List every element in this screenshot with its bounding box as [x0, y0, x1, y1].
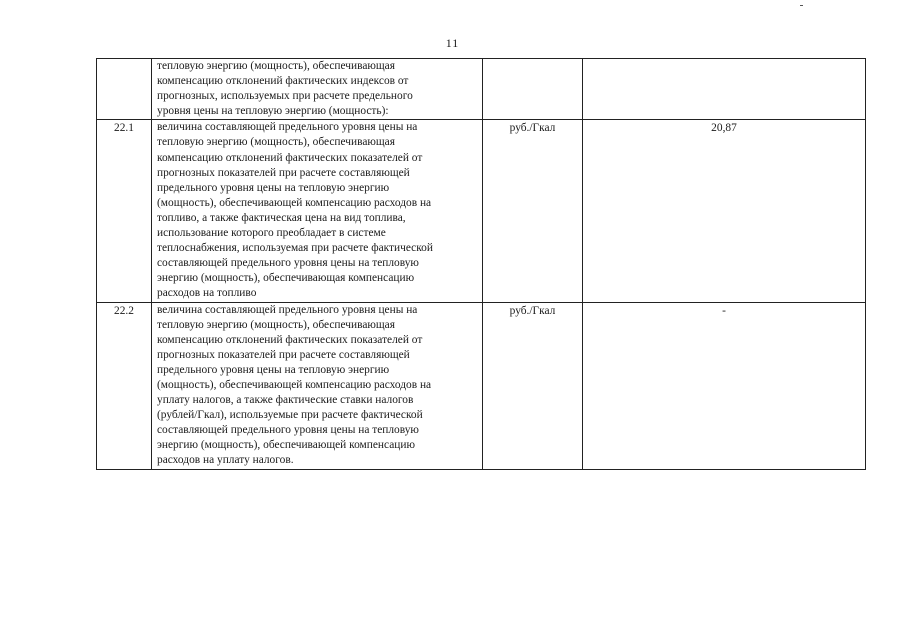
row-number: 22.2 — [114, 304, 134, 317]
description-line: предельного уровня цены на тепловую энергию — [157, 181, 390, 194]
description-cell — [152, 59, 483, 120]
row-number: 22.1 — [114, 122, 134, 135]
description-line: предельного уровня цены на тепловую энергию — [157, 363, 390, 376]
unit-cell — [483, 302, 583, 469]
description-line: (рублей/Гкал), используемые при расчете фактической — [157, 409, 423, 422]
description-line: величина составляющей предельного уровня цены на — [157, 303, 418, 316]
description-line: тепловую энергию (мощность), обеспечивающая — [157, 60, 395, 72]
description-line: расходов на топливо — [157, 287, 257, 300]
description-cell — [152, 120, 483, 302]
description-line: уровня цены на тепловую энергию (мощность): — [157, 105, 389, 118]
table-row-22-2 — [97, 302, 866, 469]
description-line: прогнозных показателей при расчете составляющей — [157, 348, 410, 361]
value-text — [583, 59, 865, 60]
unit-text — [483, 59, 582, 60]
description-text — [152, 59, 482, 119]
value-cell — [583, 302, 866, 469]
description-line: величина составляющей предельного уровня цены на — [157, 121, 418, 134]
description-line: энергию (мощность), обеспечивающей компенсацию — [157, 439, 415, 452]
table-row-22-1 — [97, 120, 866, 302]
value-cell — [583, 59, 866, 120]
value-text: - — [722, 304, 726, 317]
description-line: использование которого преобладает в системе — [157, 227, 386, 240]
scan-speck — [800, 5, 803, 6]
description-line: составляющей предельного уровня цены на тепловую — [157, 424, 419, 437]
table-row-continuation — [97, 59, 866, 120]
description-line: (мощность), обеспечивающей компенсацию расходов на — [157, 196, 432, 209]
unit-text: руб./Гкал — [509, 122, 556, 135]
description-text — [152, 303, 482, 469]
row-number — [97, 59, 151, 60]
description-text — [152, 120, 482, 301]
value-cell — [583, 120, 866, 302]
unit-cell — [483, 120, 583, 302]
description-line: уплату налогов, а также фактические ставки налогов — [157, 394, 414, 407]
row-number-cell — [97, 120, 152, 302]
description-line: компенсацию отклонений фактических показателей от — [157, 151, 423, 164]
description-line: прогнозных показателей при расчете составляющей — [157, 166, 410, 179]
value-text: 20,87 — [711, 122, 737, 135]
description-line: топливо, а также фактическая цена на вид топлива, — [157, 211, 406, 224]
description-cell — [152, 302, 483, 469]
description-line: расходов на уплату налогов. — [157, 454, 294, 467]
description-line: прогнозных, используемых при расчете предельного — [157, 90, 413, 103]
unit-cell — [483, 59, 583, 120]
tariff-table — [96, 58, 866, 470]
description-line: компенсацию отклонений фактических индексов от — [157, 75, 409, 88]
description-line: компенсацию отклонений фактических показателей от — [157, 333, 423, 346]
unit-text: руб./Гкал — [509, 304, 556, 317]
description-line: тепловую энергию (мощность), обеспечивающая — [157, 136, 395, 149]
description-line: тепловую энергию (мощность), обеспечивающая — [157, 318, 395, 331]
description-line: (мощность), обеспечивающей компенсацию расходов на — [157, 378, 432, 391]
description-line: энергию (мощность), обеспечивающая компенсацию — [157, 272, 415, 285]
row-number-cell — [97, 302, 152, 469]
row-number-cell — [97, 59, 152, 120]
page-number: 11 — [445, 36, 460, 50]
description-line: теплоснабжения, используемая при расчете фактической — [157, 242, 433, 255]
description-line: составляющей предельного уровня цены на тепловую — [157, 257, 419, 270]
